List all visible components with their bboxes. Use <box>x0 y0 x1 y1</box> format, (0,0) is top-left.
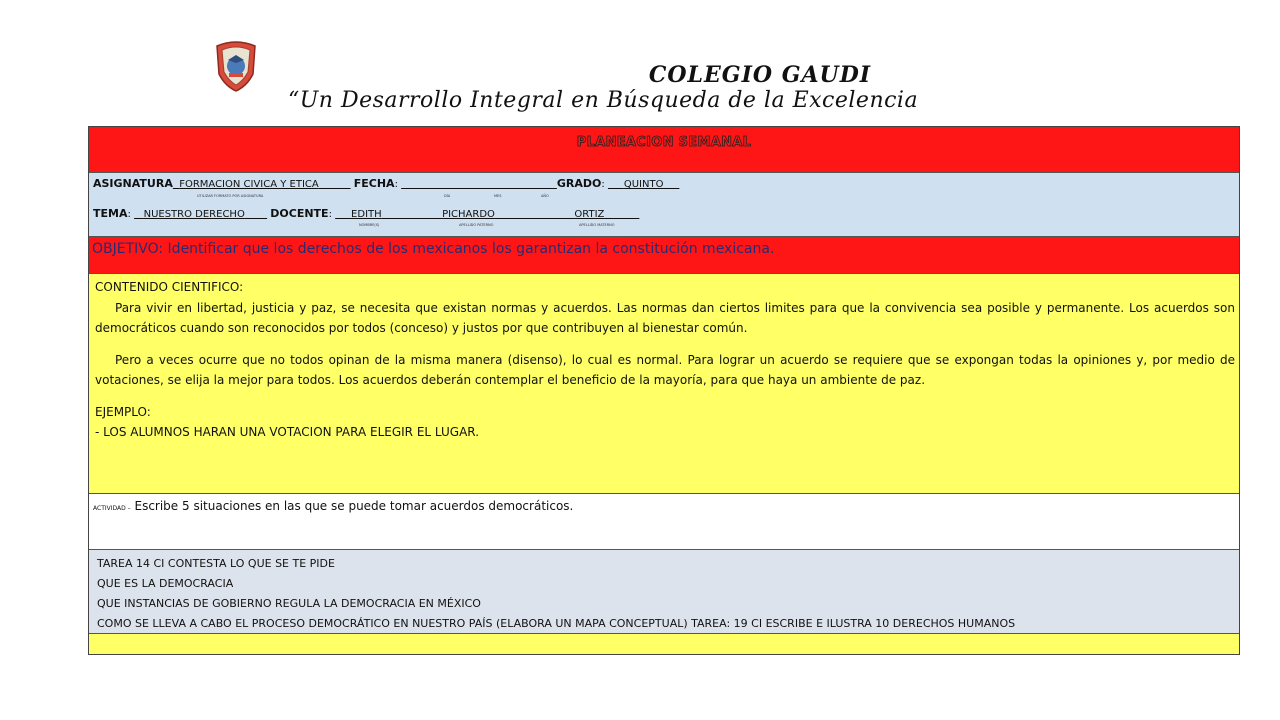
materno-hint: APELLIDO MATERNO <box>579 223 615 227</box>
docente-materno: ORTIZ <box>574 209 605 220</box>
asignatura-value: FORMACION CIVICA Y ETICA <box>179 179 319 190</box>
mes-hint: MES <box>494 194 502 198</box>
objective-text: OBJETIVO: Identificar que los derechos de los mexicanos los garantizan la constitución mexicana. <box>92 241 775 257</box>
grado-label: GRADO <box>556 177 602 190</box>
docente-nombre: EDITH <box>351 209 382 220</box>
planning-title: PLANEACION SEMANAL <box>576 135 752 150</box>
activity-label: ACTIVIDAD – <box>93 505 131 512</box>
content-paragraph-2: Pero a veces ocurre que no todos opinan de la misma manera (disenso), lo cual es normal. Para lograr un acuerdo se requiere que se expongan todas la opiniones y, por medio de votaciones, se elija la mejor para todos. Los acuerdos deberán contemplar el beneficio de la mayoría, para que haya un ambiente de paz. <box>95 352 1235 387</box>
subject-line: ASIGNATURA FORMACION CIVICA Y ETICA FECHA: GRADO: QUINTO <box>93 177 679 190</box>
objective-row <box>89 237 1239 274</box>
topic-line: TEMA: NUESTRO DERECHO DOCENTE: EDITH PICHARDO ORTIZ <box>93 207 639 220</box>
paterno-hint: APELLIDO PATERNO <box>459 223 494 227</box>
planning-title-row <box>89 127 1239 173</box>
example-item: - LOS ALUMNOS HARAN UNA VOTACION PARA ELEGIR EL LUGAR. <box>95 425 480 439</box>
content-heading: CONTENIDO CIENTIFICO: <box>95 280 244 294</box>
homework-line: COMO SE LLEVA A CABO EL PROCESO DEMOCRÁTICO EN NUESTRO PAÍS (ELABORA UN MAPA CONCEPTUAL) TAREA: 19 CI ESCRIBE E ILUSTRA 10 DERECHOS HUMANOS <box>97 617 1016 630</box>
school-motto: “Un Desarrollo Integral en Búsqueda de la Excelencia <box>288 88 919 113</box>
asignatura-label: ASIGNATURA <box>93 177 173 190</box>
content-row <box>89 274 1239 494</box>
docente-value <box>335 209 639 220</box>
activity-row <box>89 494 1239 550</box>
footer-row <box>89 634 1239 654</box>
homework-line: QUE INSTANCIAS DE GOBIERNO REGULA LA DEMOCRACIA EN MÉXICO <box>97 597 481 610</box>
content-paragraph-1: Para vivir en libertad, justicia y paz, se necesita que existan normas y acuerdos. Las normas dan ciertos limites para que la convivencia sea posible y permanente. Los acuerdos son democráticos cuando son reconocidos por todos (conceso) y justos por que contribuyen al bienestar común. <box>95 300 1235 335</box>
asignatura-hint: UTILIZAR FORMATO POR ASIGNATURA <box>197 194 264 198</box>
ano-hint: AÑO <box>541 194 549 198</box>
docente-paterno: PICHARDO <box>442 209 495 220</box>
homework-line: QUE ES LA DEMOCRACIA <box>97 577 234 590</box>
activity-text: Escribe 5 situaciones en las que se puede tomar acuerdos democráticos. <box>134 499 574 513</box>
homework-row <box>89 550 1239 634</box>
school-name: COLEGIO GAUDI <box>648 62 872 88</box>
weekly-planning-table <box>88 126 1240 655</box>
homework-line: TAREA 14 CI CONTESTA LO QUE SE TE PIDE <box>97 557 335 570</box>
docente-label: DOCENTE <box>270 207 329 220</box>
fecha-label: FECHA <box>353 177 395 190</box>
subject-info-row <box>89 173 1239 237</box>
fecha-value <box>401 179 557 190</box>
tema-value: NUESTRO DERECHO <box>143 209 245 220</box>
tema-label: TEMA <box>93 207 128 220</box>
example-heading: EJEMPLO: <box>95 404 151 419</box>
dia-hint: DÍA <box>444 194 451 198</box>
grado-value: QUINTO <box>623 179 664 190</box>
nombre-hint: NOMBRE(S) <box>359 223 380 227</box>
